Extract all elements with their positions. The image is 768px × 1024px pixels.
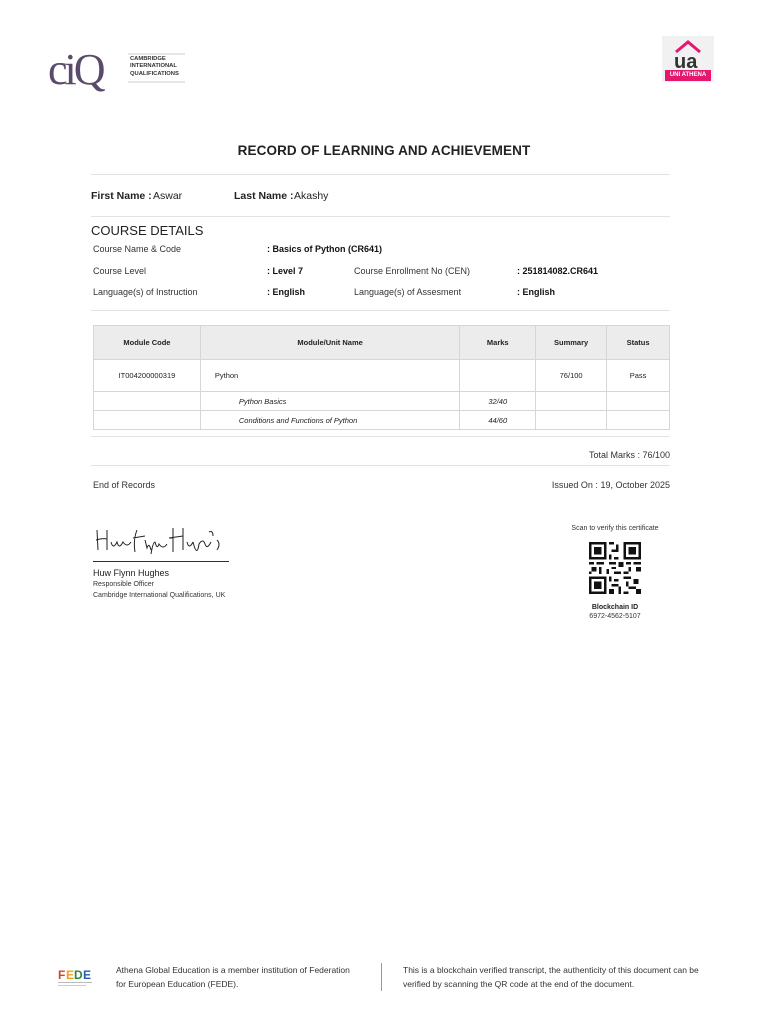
issued-on-value: 19, October 2025	[600, 480, 670, 490]
blockchain-id-value: 6972-4562-5107	[589, 613, 641, 620]
course-level-label: Course Level	[93, 266, 147, 276]
blockchain-id-label: Blockchain ID	[591, 604, 639, 611]
header-status: Status	[607, 326, 670, 360]
fede-membership-line-2: for European Education (FEDE).	[116, 979, 239, 989]
empty-cell	[607, 411, 670, 430]
ciq-logo	[48, 46, 188, 92]
assessment-language-label: Language(s) of Assesment	[354, 287, 462, 297]
empty-cell	[536, 411, 607, 430]
svg-text:ua: ua	[674, 51, 698, 70]
module-name-cell: Python	[200, 360, 459, 392]
total-marks-value: 76/100	[642, 450, 670, 460]
ciq-logo-line-2: INTERNATIONAL	[130, 63, 177, 70]
svg-text:E: E	[83, 968, 92, 982]
qr-code[interactable]	[589, 542, 641, 594]
svg-text:F: F	[58, 968, 66, 982]
module-status-cell: Pass	[607, 360, 670, 392]
signatory-org: Cambridge International Qualifications, UK	[93, 592, 226, 599]
divider	[91, 216, 670, 217]
module-code-cell: IT004200000319	[94, 360, 201, 392]
blockchain-verification-line-1: This is a blockchain verified transcript, the authenticity of this document can be	[403, 965, 699, 975]
cen-value: : 251814082.CR641	[517, 266, 599, 276]
fede-membership-text	[116, 963, 350, 991]
scan-to-verify-text: Scan to verify this certificate	[571, 525, 659, 532]
table-row	[94, 392, 670, 411]
course-level-value: : Level 7	[267, 266, 304, 276]
blockchain-verification-line-2: verified by scanning the QR code at the end of the document.	[403, 979, 635, 989]
cen-label: Course Enrollment No (CEN)	[354, 266, 471, 276]
svg-text:D: D	[74, 968, 83, 982]
total-marks-label: Total Marks :	[588, 450, 640, 460]
issued-on-label: Issued On :	[551, 480, 598, 490]
fede-logo	[58, 965, 94, 989]
unit-marks-cell: 44/60	[460, 411, 536, 430]
divider	[91, 436, 670, 437]
header-marks: Marks	[460, 326, 536, 360]
divider	[91, 310, 670, 311]
ciq-logo-line-3: QUALIFICATIONS	[130, 70, 179, 77]
signature	[93, 520, 229, 560]
assessment-language-value: : English	[517, 287, 555, 297]
total-marks	[520, 450, 670, 460]
header-module-code: Module Code	[94, 326, 201, 360]
signatory-role: Responsible Officer	[93, 581, 154, 588]
footer-divider	[381, 963, 382, 991]
ciq-logo-line-1: CAMBRIDGE	[130, 56, 166, 62]
instruction-language-label: Language(s) of Instruction	[93, 287, 198, 297]
signature-line	[93, 561, 229, 562]
empty-cell	[94, 392, 201, 411]
divider	[91, 465, 670, 466]
unit-name-cell: Conditions and Functions of Python	[200, 411, 459, 430]
blockchain-verification-text	[403, 963, 699, 991]
unit-marks-cell: 32/40	[460, 392, 536, 411]
end-of-records: End of Records	[93, 480, 156, 490]
table-row	[94, 360, 670, 392]
first-name-label: First Name :	[91, 190, 152, 202]
module-summary-cell: 76/100	[536, 360, 607, 392]
svg-text:E: E	[66, 968, 75, 982]
module-marks-cell	[460, 360, 536, 392]
issued-on	[470, 480, 670, 490]
last-name-value: Akashy	[294, 190, 329, 202]
divider	[91, 174, 670, 175]
table-header-row	[94, 326, 670, 360]
unit-name-cell: Python Basics	[200, 392, 459, 411]
fede-membership-line-1: Athena Global Education is a member institution of Federation	[116, 965, 350, 975]
module-table	[93, 325, 670, 430]
last-name-label: Last Name :	[234, 190, 294, 202]
header-summary: Summary	[536, 326, 607, 360]
signatory-name: Huw Flynn Hughes	[93, 568, 170, 578]
table-row	[94, 411, 670, 430]
uni-athena-logo	[662, 36, 714, 82]
empty-cell	[94, 411, 201, 430]
uni-athena-logo-text: UNI ATHENA	[665, 70, 711, 81]
document-title: RECORD OF LEARNING AND ACHIEVEMENT	[237, 143, 531, 158]
svg-text:ciQ: ciQ	[48, 46, 103, 92]
instruction-language-value: : English	[267, 287, 305, 297]
first-name-value: Aswar	[153, 190, 183, 202]
course-name-code-value: : Basics of Python (CR641)	[267, 244, 383, 254]
header-module-name: Module/Unit Name	[200, 326, 459, 360]
course-details-heading: COURSE DETAILS	[91, 223, 204, 238]
empty-cell	[607, 392, 670, 411]
course-name-code-label: Course Name & Code	[93, 244, 182, 254]
empty-cell	[536, 392, 607, 411]
